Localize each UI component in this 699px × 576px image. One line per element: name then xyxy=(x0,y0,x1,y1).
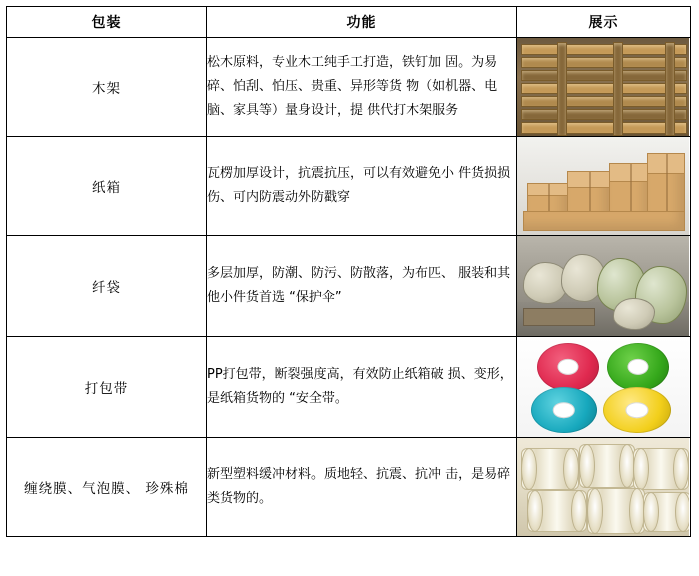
woven-bags-photo xyxy=(517,236,689,336)
table-row xyxy=(7,137,691,236)
column-header-package: 包装 xyxy=(7,7,207,38)
table-row xyxy=(7,337,691,438)
package-name-strapping-band: 打包带 xyxy=(7,337,207,438)
package-name-carton: 纸箱 xyxy=(7,137,207,236)
table-header-row xyxy=(7,7,691,38)
table-row xyxy=(7,438,691,537)
package-function-carton: 瓦楞加厚设计，抗震抗压，可以有效避免小 件货损损伤、可内防震动外防戳穿 xyxy=(207,137,517,236)
table-row xyxy=(7,236,691,337)
package-image-cell-strapping-band xyxy=(517,337,691,438)
package-image-cell-stretch-film xyxy=(517,438,691,537)
package-image-cell-carton xyxy=(517,137,691,236)
package-name-woven-bag: 纤袋 xyxy=(7,236,207,337)
packaging-table-page xyxy=(0,6,699,576)
wooden-crate-photo xyxy=(517,38,689,136)
package-function-wood-frame: 松木原料，专业木工纯手工打造，铁钉加 固。为易碎、怕刮、怕压、贵重、异形等货 物（如机器、电脑、家具等）量身设计，提 供代打木架服务 xyxy=(207,38,517,137)
stretch-film-photo xyxy=(517,438,689,536)
packaging-table xyxy=(6,6,691,537)
package-name-stretch-film: 缠绕膜、气泡膜、 珍殊棉 xyxy=(7,438,207,537)
crate-planks xyxy=(517,38,689,136)
package-function-woven-bag: 多层加厚，防潮、防污、防散落，为布匹、 服装和其他小件货首选 “保护伞” xyxy=(207,236,517,337)
package-image-cell-woven-bag xyxy=(517,236,691,337)
column-header-display: 展示 xyxy=(517,7,691,38)
package-image-cell-wood-frame xyxy=(517,38,691,137)
carton-boxes-photo xyxy=(517,137,689,235)
package-function-stretch-film: 新型塑料缓冲材料。质地轻、抗震、抗冲 击，是易碎类货物的。 xyxy=(207,438,517,537)
package-name-wood-frame: 木架 xyxy=(7,38,207,137)
strapping-rolls-photo xyxy=(517,337,689,437)
column-header-function: 功能 xyxy=(207,7,517,38)
package-function-strapping-band: PP打包带，断裂强度高，有效防止纸箱破 损、变形，是纸箱货物的 “安全带。 xyxy=(207,337,517,438)
table-row xyxy=(7,38,691,137)
